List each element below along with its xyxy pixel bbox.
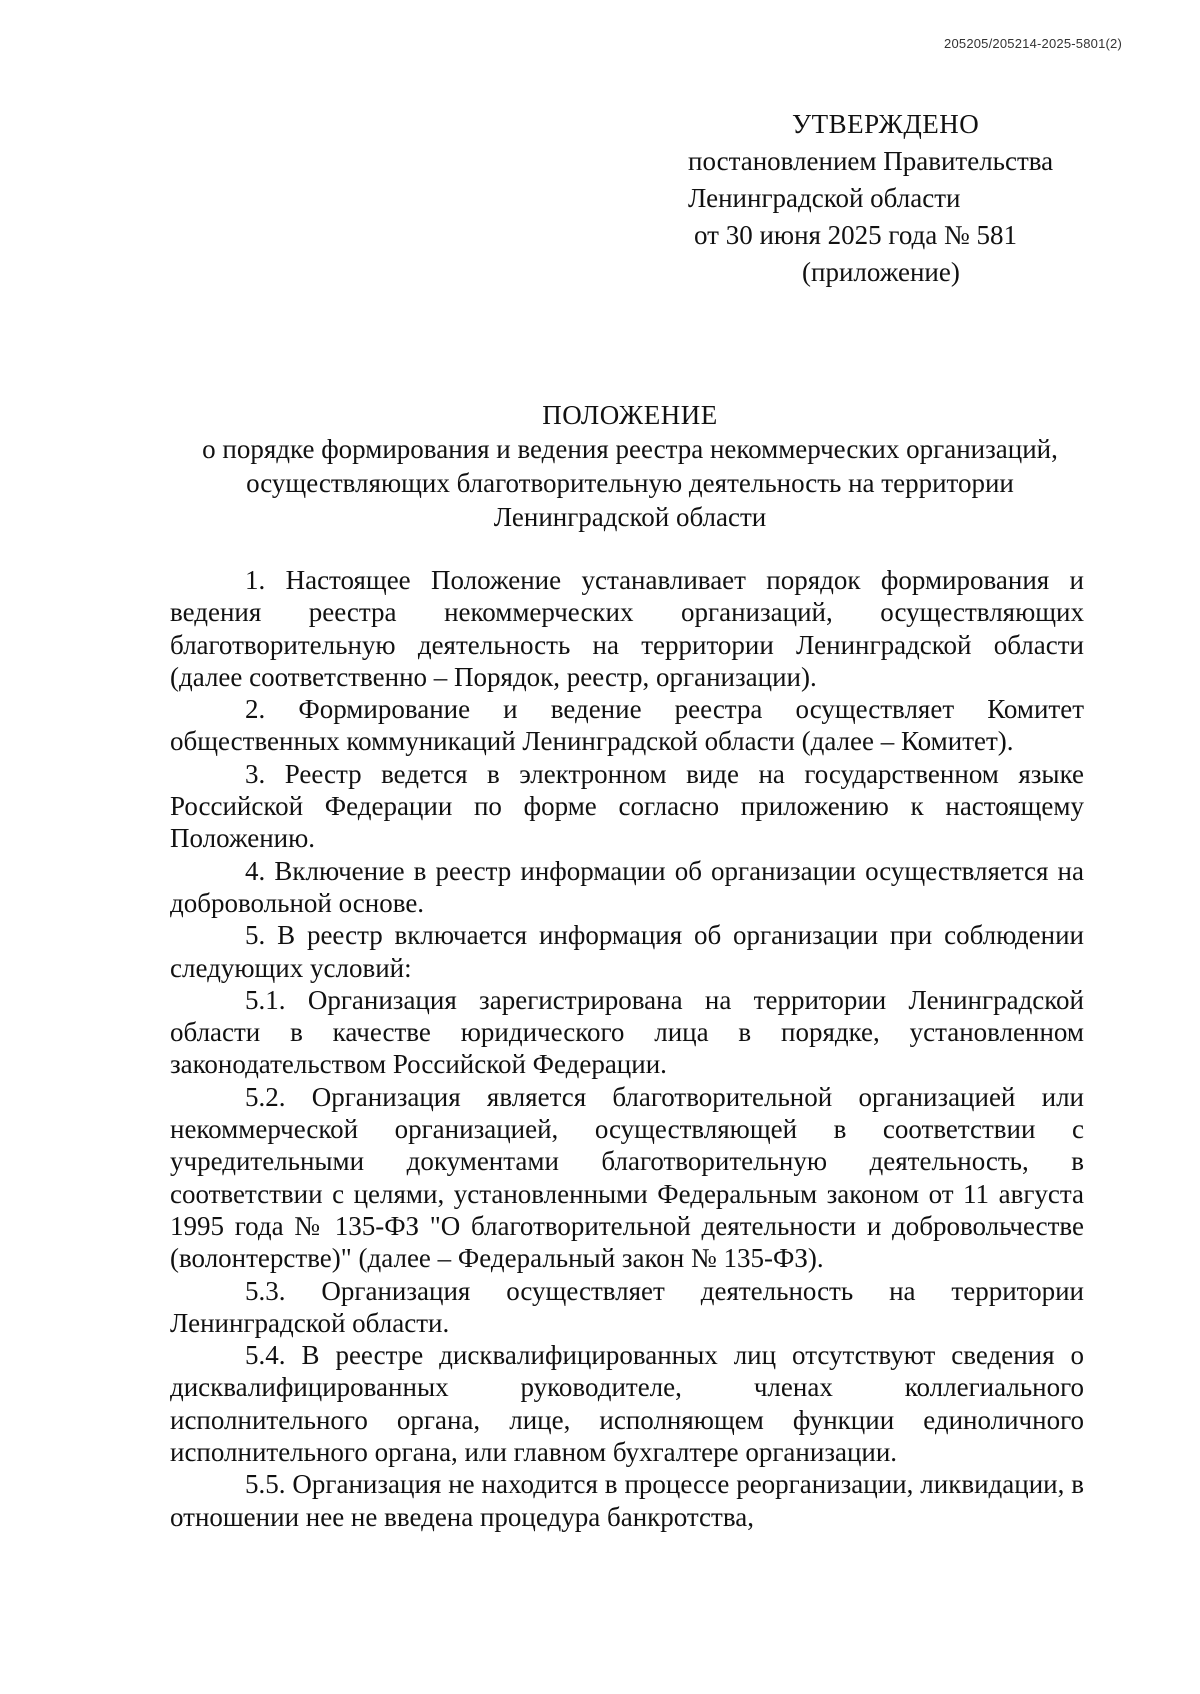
paragraph-5-2: 5.2. Организация является благотворительной организацией или некоммерческой организацией, осуществляющей в соответствии с учредительными документами благотворительную деятельность, в соответствии с целями, установленными Федеральным законом от 11 августа 1995 года № 135-ФЗ "О благотворительной деятельности и добровольчестве (волонтерстве)" (далее – Федеральный закон № 135-ФЗ). xyxy=(170,1081,1084,1274)
paragraph-5-1: 5.1. Организация зарегистрирована на территории Ленинградской области в качестве юридического лица в порядке, установленном законодательством Российской Федерации. xyxy=(170,984,1084,1080)
approval-line-1: постановлением Правительства xyxy=(688,146,1054,176)
approval-line-4: (приложение) xyxy=(802,257,960,287)
paragraph-5-3: 5.3. Организация осуществляет деятельность на территории Ленинградской области. xyxy=(170,1275,1084,1338)
heading-line-3: Ленинградской области xyxy=(493,502,767,532)
approval-line-3: от 30 июня 2025 года № 581 xyxy=(694,220,1018,250)
document-body xyxy=(170,564,1084,1533)
paragraph-5: 5. В реестр включается информация об организации при соблюдении следующих условий: xyxy=(170,920,1084,983)
paragraph-2: 2. Формирование и ведение реестра осуществляет Комитет общественных коммуникаций Ленинградской области (далее – Комитет). xyxy=(170,694,1084,757)
heading-title: ПОЛОЖЕНИЕ xyxy=(542,400,718,430)
paragraph-3: 3. Реестр ведется в электронном виде на государственном языке Российской Федерации по форме согласно приложению к настоящему Положению. xyxy=(170,758,1084,854)
document-heading xyxy=(150,398,1110,534)
paragraph-4: 4. Включение в реестр информации об организации осуществляется на добровольной основе. xyxy=(170,855,1084,918)
paragraph-5-5: 5.5. Организация не находится в процессе реорганизации, ликвидации, в отношении нее не введена процедура банкротства, xyxy=(170,1469,1084,1532)
heading-line-1: о порядке формирования и ведения реестра некоммерческих организаций, xyxy=(202,434,1058,464)
paragraph-1: 1. Настоящее Положение устанавливает порядок формирования и ведения реестра некоммерческих организаций, осуществляющих благотворительную деятельность на территории Ленинградской области (далее соответственно – Порядок, реестр, организации). xyxy=(170,565,1084,692)
approval-line-2: Ленинградской области xyxy=(688,183,961,213)
paragraph-5-4: 5.4. В реестре дисквалифицированных лиц отсутствуют сведения о дисквалифицированных руководителе, членах коллегиального исполнительного органа, лице, исполняющем функции единоличного исполнительного органа, или главном бухгалтере организации. xyxy=(170,1340,1084,1468)
approval-title: УТВЕРЖДЕНО xyxy=(792,109,980,139)
document-code: 205205/205214-2025-5801(2) xyxy=(944,36,1122,51)
heading-line-2: осуществляющих благотворительную деятельность на территории xyxy=(246,468,1014,498)
